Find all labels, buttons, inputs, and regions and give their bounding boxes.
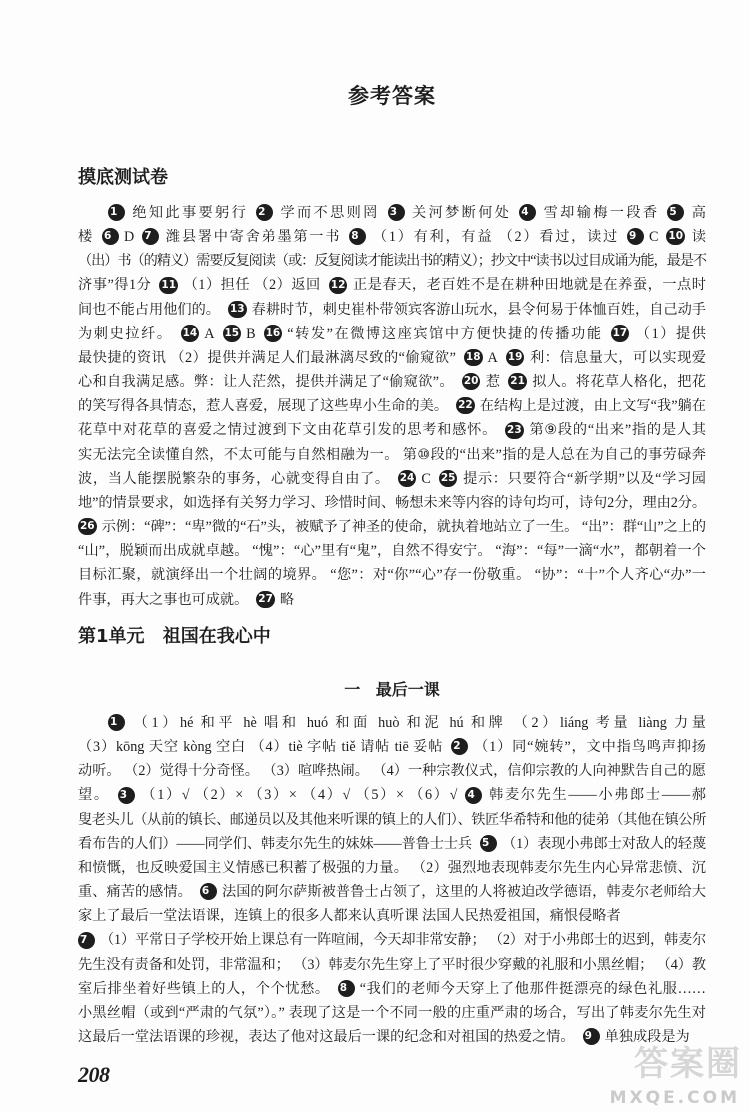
question-number-badge: 14 bbox=[181, 325, 200, 342]
question-number-badge: 26 bbox=[78, 518, 97, 535]
answer-text: 春耕时节，刺史崔朴带领宾客游山玩水，县令何易于体恤百姓，自己动手 bbox=[251, 301, 706, 318]
answer-line bbox=[78, 880, 706, 904]
answer-text: 绝知此事要躬行 bbox=[130, 205, 249, 221]
answer-line bbox=[78, 563, 706, 587]
answer-line bbox=[78, 467, 706, 491]
question-number-badge: 4 bbox=[465, 787, 482, 804]
question-number-badge: 23 bbox=[505, 422, 524, 439]
question-number-badge: 9 bbox=[627, 228, 644, 245]
answer-text: 的笑写得各具情态，惹人喜爱，展现了这些卑小生命的美。 bbox=[78, 398, 449, 415]
answer-text: 正是春天，老百姓不是在耕种田地就是在养蚕，一点时 bbox=[352, 277, 706, 294]
answer-text: （1）hé 和平 hè 唱和 huó 和面 huò 和泥 hú 和牌 （2）liáng 考量 liàng 力量 bbox=[130, 715, 706, 731]
question-number-badge: 21 bbox=[508, 373, 527, 390]
answer-text: 高 bbox=[689, 205, 706, 221]
answer-line bbox=[78, 588, 706, 612]
question-number-badge: 15 bbox=[223, 325, 242, 342]
answer-text: 济事”得1分 bbox=[78, 277, 152, 294]
answer-text: 波，当人能摆脱繁杂的事务，心就变得自由了。 bbox=[78, 470, 390, 487]
question-number-badge: 2 bbox=[256, 204, 273, 221]
question-number-badge: 10 bbox=[666, 228, 685, 245]
question-number-badge: 7 bbox=[142, 228, 159, 245]
question-number-badge: 7 bbox=[78, 932, 95, 949]
question-number-badge: 16 bbox=[264, 325, 283, 342]
answer-text: 第⑨段的“出来”指的是人其 bbox=[528, 422, 706, 439]
answer-line bbox=[78, 273, 706, 297]
answer-text: （1）提供 bbox=[634, 325, 706, 342]
question-number-badge: 27 bbox=[256, 591, 275, 608]
answer-line bbox=[78, 370, 706, 394]
answer-text: 单独成段是为 bbox=[604, 1029, 690, 1046]
question-number-badge: 2 bbox=[451, 738, 468, 755]
answer-line bbox=[78, 856, 706, 880]
answer-text: 实无法完全读懂自然，不太可能与自然相融为一。 第⑩段的“出来”指的是人总在为自己的事劳碌奔 bbox=[78, 446, 706, 463]
answer-text: 利：信息量大，可以实现爱 bbox=[529, 349, 706, 366]
answer-text: 心和自我满足感。弊：让人茫然，提供并满足了“偷窥欲”。 bbox=[78, 374, 454, 391]
answer-text: 和愤慨，也反映爱国主义情感已积蓄了极强的力量。 （2）强烈地表现韩麦尔先生内心异常悲愤、沉 bbox=[78, 859, 706, 876]
answer-text: 在结构上是过渡，由上文写“我”躺在 bbox=[479, 398, 706, 415]
answer-text: 惹 bbox=[485, 374, 501, 391]
question-number-badge: 17 bbox=[611, 325, 630, 342]
question-number-badge: 24 bbox=[398, 470, 417, 487]
section-heading-diagnostic-test: 摸底测试卷 bbox=[78, 167, 168, 188]
answer-text: 韩麦尔先生——小弗郎士——郝 bbox=[487, 787, 706, 804]
answer-line bbox=[78, 249, 706, 273]
page-title: 参考答案 bbox=[348, 84, 436, 108]
question-number-badge: 20 bbox=[462, 373, 481, 390]
question-number-badge: 1 bbox=[108, 714, 125, 731]
answer-text: 示例：“碑”：“卑”微的“石”头，被赋予了神圣的使命，就执着地站立了一生。 “出”：群“山”之上的 bbox=[101, 519, 706, 536]
answer-text: （1）√ （2）× （3）× （4）√ （5）× （6）√ bbox=[139, 787, 458, 804]
answer-text: 间也不能占用他们的。 bbox=[78, 301, 220, 318]
answer-text: 动听。 （2）觉得十分奇怪。 （3）喧哗热闹。 （4）一种宗教仪式，信仰宗教的人向神默告自己的愿 bbox=[78, 763, 706, 780]
answer-line bbox=[78, 808, 706, 832]
question-number-badge: 6 bbox=[102, 228, 119, 245]
answer-text: D bbox=[123, 229, 135, 246]
answer-line bbox=[78, 225, 706, 249]
answer-line bbox=[78, 832, 706, 856]
question-number-badge: 1 bbox=[108, 204, 125, 221]
answer-text: A bbox=[487, 349, 498, 366]
question-number-badge: 9 bbox=[583, 1028, 600, 1045]
watermark-url: MXQE.COM bbox=[609, 1088, 740, 1108]
answer-line bbox=[78, 322, 706, 346]
answer-text: 花草中对花草的喜爱之情过渡到下文由花草引发的思考和感怀。 bbox=[78, 422, 498, 439]
answer-text: 略 bbox=[279, 591, 295, 608]
answer-text: 看布告的人们）——同学们、韩麦尔先生的妹妹——普鲁士士兵 bbox=[78, 835, 472, 852]
answer-line bbox=[78, 394, 706, 418]
question-number-badge: 11 bbox=[159, 277, 178, 294]
answer-text: 雪却输梅一段香 bbox=[541, 205, 660, 221]
question-number-badge: 12 bbox=[329, 277, 348, 294]
answer-line bbox=[78, 735, 706, 759]
answer-line bbox=[78, 711, 706, 735]
question-number-badge: 25 bbox=[439, 470, 458, 487]
answer-text: （1）平常日子学校开始上课总有一阵喧闹，今天却非常安静； （2）对于小弗郎士的迟到，韩麦尔 bbox=[100, 932, 706, 949]
answer-line bbox=[78, 346, 706, 370]
answer-line bbox=[78, 298, 706, 322]
answer-text: 小黑丝帽（或到“严肃的气氛”）。” 表现了这是一个不同一般的庄重严肃的场合，写出了韩麦尔先生对 bbox=[78, 1004, 706, 1021]
answer-text: 法国的阿尔萨斯被普鲁士占领了，这里的人将被迫改学德语，韩麦尔老师给大 bbox=[221, 884, 706, 901]
answer-paragraph bbox=[78, 711, 706, 928]
answer-text: 先生没有责备和处罚，非常温和； （3）韩麦尔先生穿上了平时很少穿戴的礼服和小黑丝帽； （4）教 bbox=[78, 956, 706, 973]
lesson-heading: 一 最后一课 bbox=[344, 680, 440, 699]
page-number: 208 bbox=[78, 1062, 110, 1087]
question-number-badge: 3 bbox=[388, 204, 405, 221]
question-number-badge: 8 bbox=[349, 228, 366, 245]
answer-text: （1）有利，有益 （2）看过，读过 bbox=[371, 229, 619, 246]
answer-line bbox=[78, 443, 706, 467]
answer-text: C bbox=[421, 470, 431, 487]
answer-line bbox=[78, 515, 706, 539]
watermark-logo bbox=[604, 1044, 744, 1108]
answer-text: （出）书（的精义）需要反复阅读（或：反复阅读才能读出书的精义）；抄文中“读书以过目成诵为能，最是不 bbox=[78, 253, 706, 270]
answer-text: 关河梦断何处 bbox=[409, 205, 512, 221]
answer-line bbox=[78, 539, 706, 563]
question-number-badge: 6 bbox=[200, 883, 217, 900]
answer-line bbox=[78, 201, 706, 225]
answer-text: 家上了最后一堂法语课，连镇上的很多人都来认真听课 法国人民热爱祖国，痛恨侵略者 bbox=[78, 908, 621, 925]
answer-text: 楼 bbox=[78, 229, 94, 246]
answer-text: 学而不思则罔 bbox=[278, 205, 380, 221]
answer-line bbox=[78, 928, 706, 952]
answer-line bbox=[78, 783, 706, 807]
answer-text: 重、痛苦的感情。 bbox=[78, 884, 192, 901]
answer-line bbox=[78, 491, 706, 515]
section-heading-unit-1: 第1单元 祖国在我心中 bbox=[78, 626, 271, 647]
answer-line bbox=[78, 904, 706, 928]
answer-text: 为刺史拉纤。 bbox=[78, 325, 173, 342]
question-number-badge: 19 bbox=[506, 349, 525, 366]
answer-text: （1）表现小弗郎士对敌人的轻蔑 bbox=[501, 835, 706, 852]
answer-text: 这最后一堂法语课的珍视，表达了他对这最后一课的纪念和对祖国的热爱之情。 bbox=[78, 1029, 575, 1046]
question-number-badge: 5 bbox=[480, 835, 497, 852]
answer-text: 目标汇聚，就演绎出一个壮阔的境界。 “您”：对“你”“心”存一份敬重。 “协”：“十”个人齐心“办”一 bbox=[78, 567, 706, 584]
answer-text: “山”，脱颖而出成就卓越。 “愧”：“心”里有“鬼”，自然不得安宁。 “海”：“每”一滴“水”，都朝着一个 bbox=[78, 543, 706, 560]
answer-text: 拟人。将花草人格化，把花 bbox=[531, 374, 706, 391]
question-number-badge: 22 bbox=[456, 397, 475, 414]
answer-text: 提示：只要符合“新学期”以及“学习园 bbox=[462, 470, 706, 487]
answer-text: “我们的老师今天穿上了他那件挺漂亮的绿色礼服…… bbox=[359, 980, 706, 997]
answer-text: （1）担任 （2）返回 bbox=[183, 277, 321, 294]
watermark-logo-text: 答案圈 bbox=[634, 1044, 742, 1084]
answer-text: B bbox=[246, 325, 256, 342]
answer-text: （1）同“婉转”，文中指鸟鸣声抑扬 bbox=[473, 739, 706, 756]
answer-line bbox=[78, 418, 706, 442]
answer-text: 件事，再大之事也可成就。 bbox=[78, 591, 249, 608]
section-answers-diagnostic-test bbox=[78, 201, 706, 612]
answer-text: 望。 bbox=[78, 787, 110, 804]
answer-text: 叟老头儿（从前的镇长、邮递员以及其他来听课的镇上的人们）、铁匠华希特和他的徒弟（其他在镇公所 bbox=[78, 811, 706, 828]
answer-text: 地”的情景要求，如选择有关努力学习、珍惜时间、畅想未来等内容的诗句均可，诗句2分，理由2分。 bbox=[78, 494, 706, 511]
answer-text: 室后排坐着好些镇上的人，个个忧愁。 bbox=[78, 980, 330, 997]
answer-text: 读 bbox=[690, 229, 706, 246]
answer-paragraph bbox=[78, 201, 706, 612]
answer-text: A bbox=[204, 325, 215, 342]
question-number-badge: 5 bbox=[667, 204, 684, 221]
answer-text: “转发”在微博这座宾馆中方便快捷的传播功能 bbox=[287, 325, 603, 342]
question-number-badge: 8 bbox=[338, 980, 355, 997]
answer-line bbox=[78, 759, 706, 783]
question-number-badge: 13 bbox=[228, 301, 247, 318]
answer-line bbox=[78, 1001, 706, 1025]
answer-text: （3）kōng 天空 kòng 空白 （4）tiè 字帖 tiě 请帖 tiē 妥帖 bbox=[78, 739, 444, 756]
question-number-badge: 4 bbox=[519, 204, 536, 221]
answer-line bbox=[78, 977, 706, 1001]
section-answers-unit-1 bbox=[78, 711, 706, 1049]
answer-text: C bbox=[648, 229, 659, 246]
answer-text: 潍县署中寄舍弟墨第一书 bbox=[164, 229, 342, 246]
question-number-badge: 18 bbox=[464, 349, 483, 366]
answer-text: 最快捷的资讯 （2）提供并满足人们最淋漓尽致的“偷窥欲” bbox=[78, 349, 456, 366]
question-number-badge: 3 bbox=[118, 787, 135, 804]
answer-line bbox=[78, 953, 706, 977]
answer-paragraph bbox=[78, 928, 706, 1049]
